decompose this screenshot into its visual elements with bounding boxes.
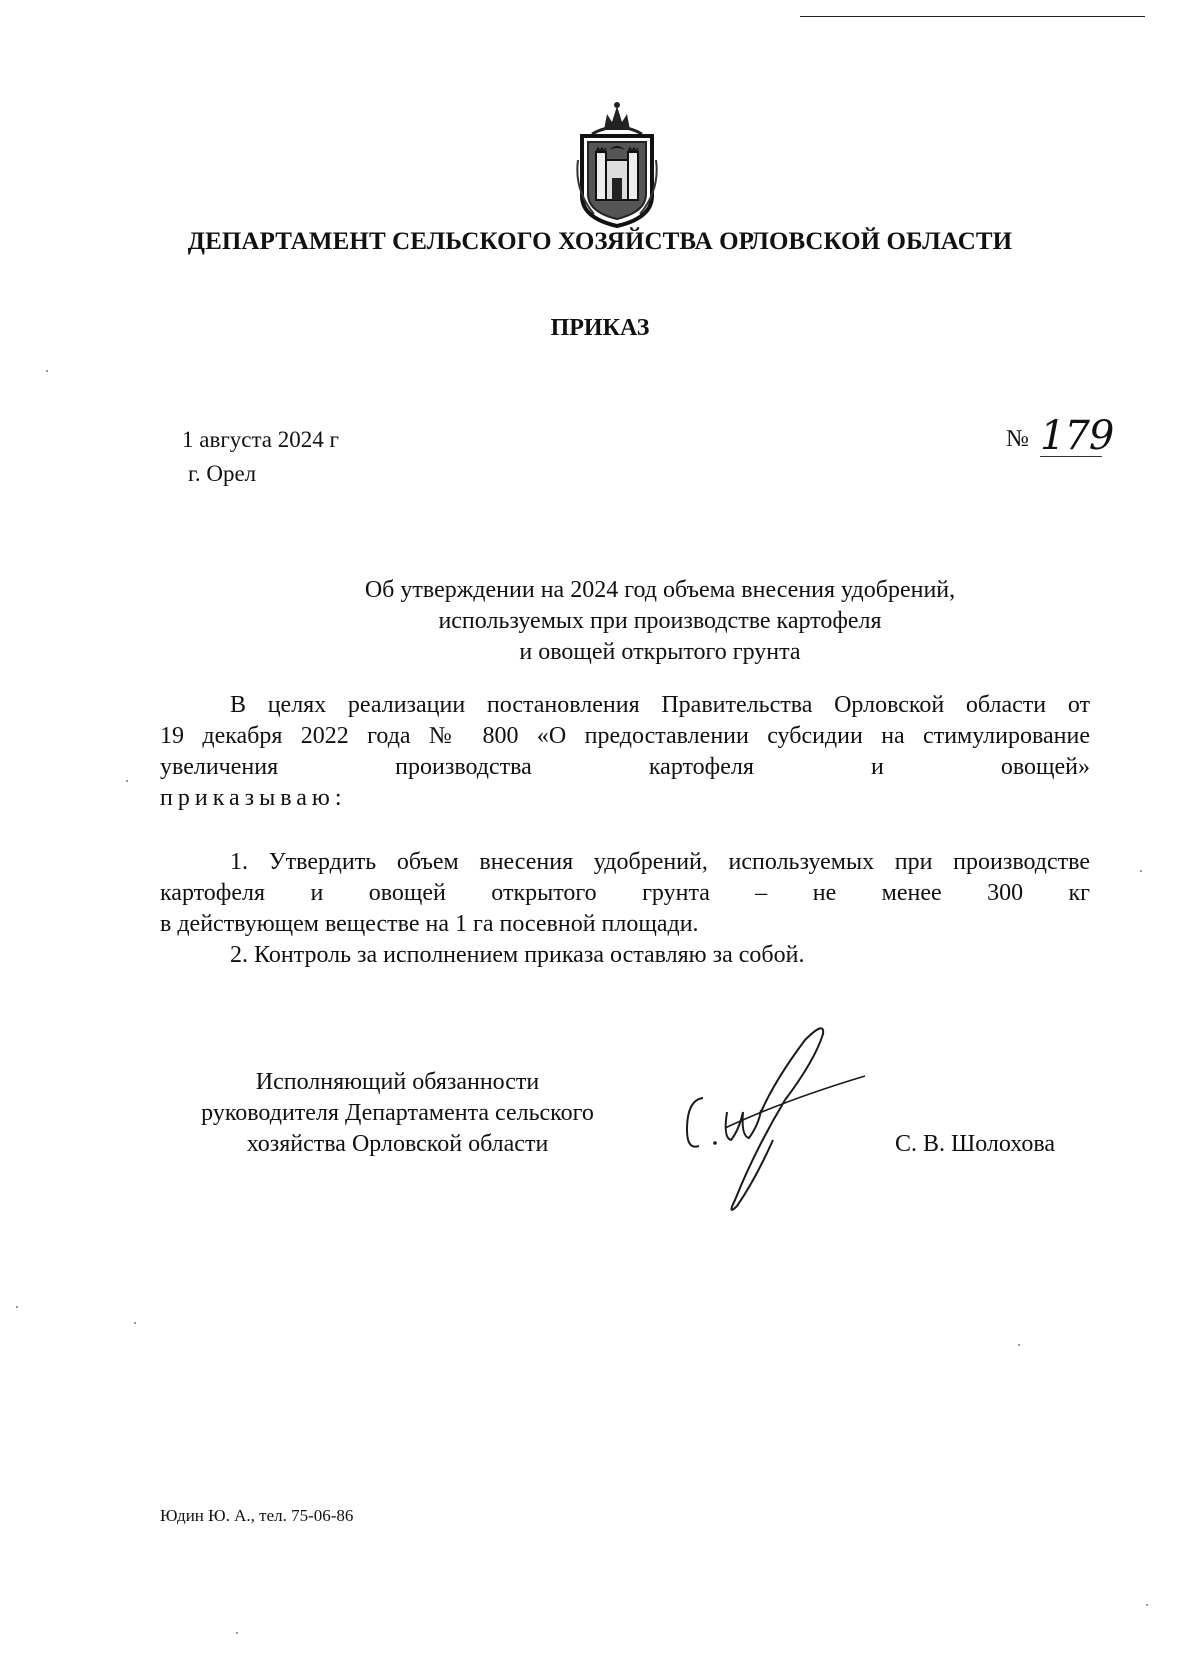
contact-footer: Юдин Ю. А., тел. 75-06-86 — [160, 1506, 354, 1525]
signer-name: С. В. Шолохова — [895, 1131, 1056, 1157]
item-1-line: картофеля и овощей открытого грунта – не менее 300 кг — [160, 880, 1090, 906]
order-number-label: № — [1006, 426, 1029, 452]
scan-speck — [1140, 870, 1142, 872]
subject-line: и овощей открытого грунта — [519, 639, 801, 665]
item-2: 2. Контроль за исполнением приказа оставляю за собой. — [230, 942, 805, 968]
scan-speck — [126, 780, 128, 782]
preamble-line: В целях реализации постановления Правительства Орловской области от — [230, 692, 1090, 718]
order-items — [160, 847, 1090, 971]
order-verb: приказываю: — [160, 785, 347, 811]
scan-speck — [236, 1632, 238, 1634]
order-date: 1 августа 2024 г — [182, 427, 339, 452]
scan-speck — [1146, 1604, 1148, 1606]
order-city: г. Орел — [188, 461, 257, 486]
scan-speck — [46, 370, 48, 372]
preamble-paragraph — [160, 690, 1090, 814]
order-number-handwritten: 179 — [1040, 413, 1114, 459]
item-1-line: в действующем веществе на 1 га посевной площади. — [160, 911, 699, 937]
subject-line: используемых при производстве картофеля — [438, 608, 882, 634]
scan-speck — [1018, 1344, 1020, 1346]
item-1-line: 1. Утвердить объем внесения удобрений, используемых при производстве — [230, 849, 1090, 875]
position-line: Исполняющий обязанности — [255, 1069, 540, 1095]
department-name: ДЕПАРТАМЕНТ СЕЛЬСКОГО ХОЗЯЙСТВА ОРЛОВСКОЙ ОБЛАСТИ — [187, 228, 1013, 255]
scan-speck — [134, 1322, 136, 1324]
position-line: руководителя Департамента сельского — [201, 1100, 594, 1126]
order-subject — [310, 575, 1010, 668]
signatory-position — [165, 1067, 630, 1160]
handwritten-signature — [665, 1020, 885, 1220]
order-number-underline — [1040, 456, 1102, 457]
preamble-line: увеличения производства картофеля и овощей» — [160, 754, 1090, 780]
preamble-line: 19 декабря 2022 года № 800 «О предоставлении субсидии на стимулирование — [160, 723, 1090, 749]
coat-of-arms-icon — [574, 100, 660, 228]
top-rule — [800, 16, 1145, 17]
document-type: ПРИКАЗ — [550, 315, 650, 341]
subject-line: Об утверждении на 2024 год объема внесения удобрений, — [364, 577, 956, 603]
scan-speck — [16, 1306, 18, 1308]
position-line: хозяйства Орловской области — [246, 1131, 549, 1157]
